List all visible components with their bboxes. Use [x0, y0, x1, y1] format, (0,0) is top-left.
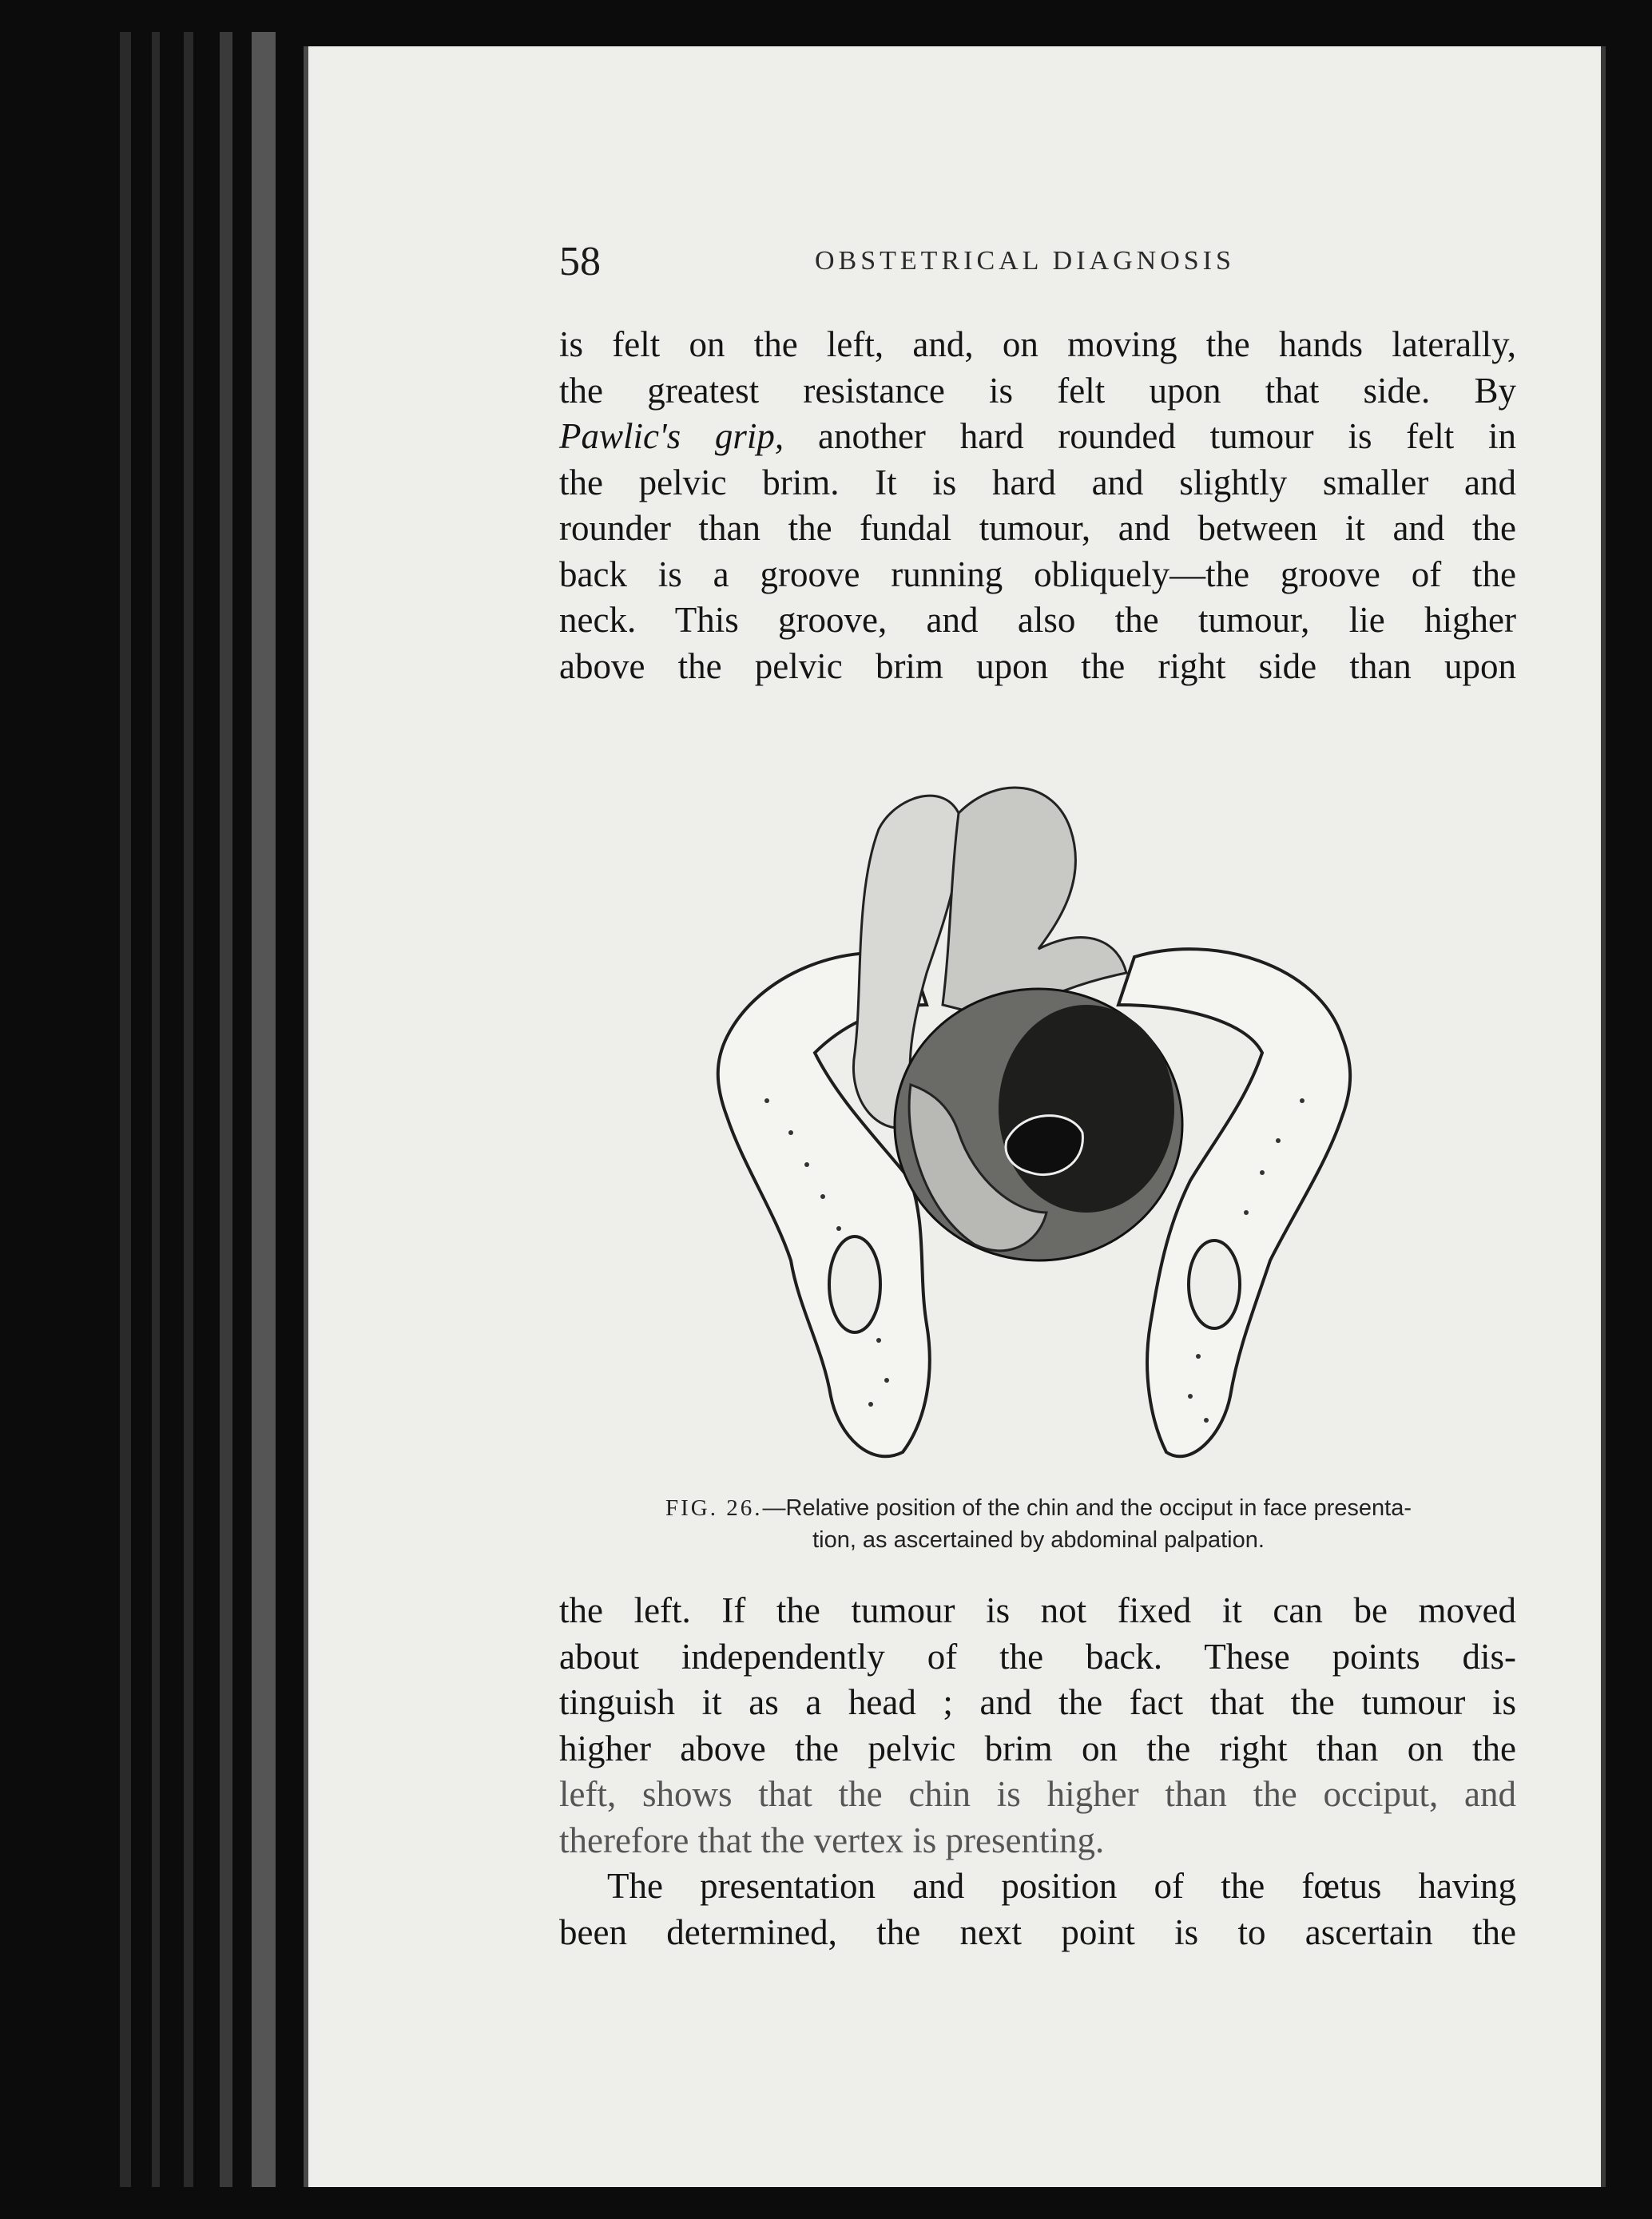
text-line [559, 414, 1516, 460]
text-line: neck. This groove, and also the tumour, lie higher [559, 600, 1516, 640]
foetal-body [943, 788, 1126, 1021]
text-fragment: another hard rounded tumour is felt in [817, 416, 1517, 456]
paragraph-top [559, 322, 1516, 689]
pelvis-face-presentation-illustration [639, 765, 1438, 1484]
caption-text: —Relative position of the chin and the occiput in face presenta- [762, 1495, 1412, 1521]
text-line: left, shows that the chin is higher than the occiput, and [559, 1774, 1516, 1814]
text-line: about independently of the back. These points dis- [559, 1636, 1516, 1677]
left-acetabulum [829, 1237, 880, 1332]
text-line: the greatest resistance is felt upon that side. By [559, 370, 1516, 411]
running-title: OBSTETRICAL DIAGNOSIS [815, 246, 1235, 276]
paragraph-bottom [559, 1588, 1516, 1955]
head-hair-shading [999, 1005, 1174, 1213]
page-edge-stack [184, 32, 193, 2187]
caption-line: tion, as ascertained by abdominal palpation. [812, 1527, 1265, 1553]
text-line: therefore that the vertex is presenting. [559, 1820, 1105, 1860]
text-line: been determined, the next point is to ascertain the [559, 1911, 1516, 1952]
page-edge-stack [152, 32, 160, 2187]
text-line: The presentation and position of the fœtus having [607, 1866, 1516, 1906]
text-line: higher above the pelvic brim on the right than on the [559, 1728, 1516, 1768]
page-edge-stack [120, 32, 131, 2187]
figure-label: FIG. 26. [665, 1495, 763, 1521]
text-line: back is a groove running obliquely—the groove of the [559, 554, 1516, 594]
text-line: the pelvic brim. It is hard and slightly smaller and [559, 462, 1516, 502]
running-head [304, 238, 1606, 294]
text-line: is felt on the left, and, on moving the hands laterally, [559, 324, 1516, 364]
right-acetabulum [1189, 1240, 1240, 1328]
italic-term: Pawlic's grip, [559, 416, 784, 456]
text-line: the left. If the tumour is not fixed it can be moved [559, 1590, 1516, 1630]
book-page [304, 46, 1606, 2187]
text-line: above the pelvic brim upon the right side than upon [559, 645, 1516, 686]
page-edge-stack [252, 32, 276, 2187]
text-line: tinguish it as a head ; and the fact that the tumour is [559, 1682, 1516, 1722]
text-line: rounder than the fundal tumour, and between it and the [559, 508, 1516, 548]
caption-line [543, 1492, 1534, 1524]
page-edge-stack [220, 32, 232, 2187]
page-number: 58 [559, 239, 601, 284]
figure-caption [543, 1492, 1534, 1556]
